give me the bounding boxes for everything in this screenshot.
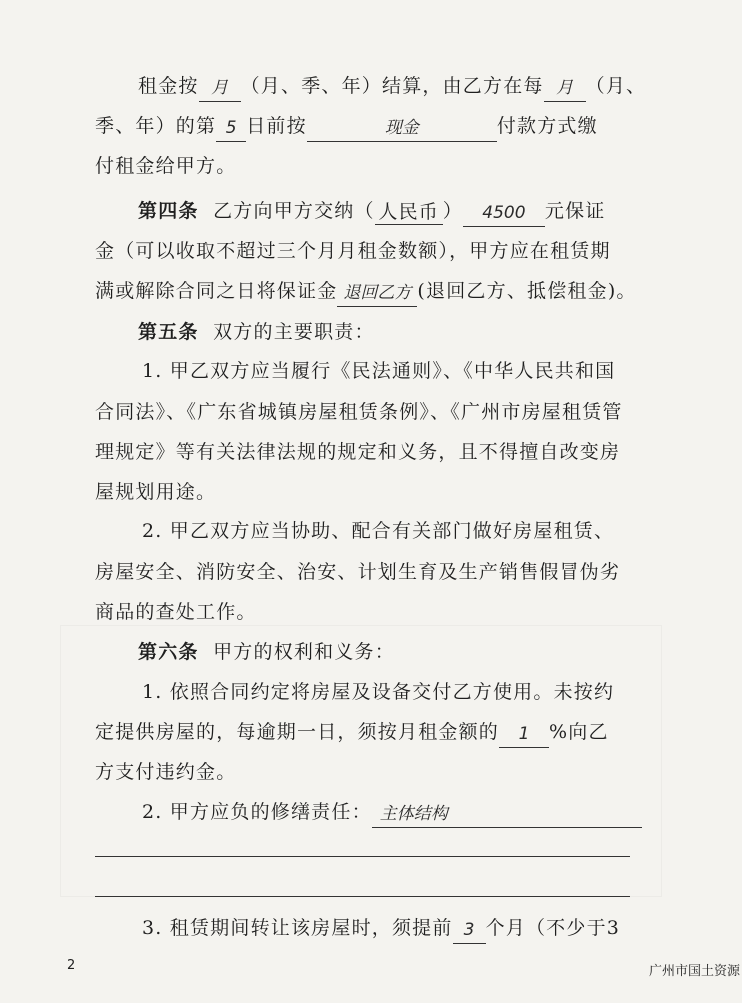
article-5-item-2-line-2: 房屋安全、消防安全、治安、计划生育及生产销售假冒伪劣 xyxy=(95,561,621,583)
article-6-item-2-prefix: 2. 甲方应负的修缮责任： xyxy=(142,801,372,823)
article-4-line-1-after: 元保证 xyxy=(544,200,606,222)
payment-day-field: 5 xyxy=(216,120,246,142)
page-number: 2 xyxy=(67,958,76,973)
article-4-line-1-before: 乙方向甲方交纳（ xyxy=(213,200,375,222)
payment-method-field: 现金 xyxy=(307,120,497,142)
deposit-refund-field: 退回乙方 xyxy=(337,285,417,307)
repair-responsibility-blank-line-1 xyxy=(95,856,630,857)
rent-settlement-prefix: 租金按 xyxy=(138,75,199,97)
rent-settlement-line-3: 付租金给甲方。 xyxy=(95,155,237,177)
article-6-heading: 甲方的权利和义务： xyxy=(213,641,395,663)
repair-responsibility-field: 主体结构 xyxy=(372,806,642,828)
article-5-item-1-line-3: 理规定》等有关法律法规的规定和义务，且不得擅自改变房 xyxy=(95,441,621,463)
article-4-title: 第四条 xyxy=(138,200,199,222)
article-5-item-1-line-4: 屋规划用途。 xyxy=(95,481,217,503)
article-4-line-3-suffix: (退回乙方、抵偿租金)。 xyxy=(417,280,637,302)
article-5-item-2-line-1: 2. 甲乙双方应当协助、配合有关部门做好房屋租赁、 xyxy=(142,520,615,542)
footer-organization-text: 广州市国土资源 xyxy=(648,964,740,979)
article-6-item-3-suffix: 个月（不少于3 xyxy=(485,917,621,939)
article-6-item-2-line xyxy=(142,803,642,827)
article-6-title: 第六条 xyxy=(138,641,199,663)
article-5-title: 第五条 xyxy=(138,321,199,343)
rent-settlement-line-2-suffix: 付款方式缴 xyxy=(496,115,598,137)
deposit-amount-field: 4500 xyxy=(463,205,545,227)
article-4-line-1-close: ） xyxy=(442,200,463,222)
rent-settlement-line-1 xyxy=(138,77,646,101)
rent-settlement-suffix: （月、 xyxy=(585,75,647,97)
settlement-period-field: 月 xyxy=(199,80,241,102)
article-4-line-3 xyxy=(95,282,637,306)
repair-responsibility-blank-line-2 xyxy=(95,896,630,897)
rent-settlement-line-2-prefix: 季、年）的第 xyxy=(95,115,217,137)
article-4-line-2: 金（可以收取不超过三个月月租金数额），甲方应在租赁期 xyxy=(95,240,611,262)
article-6-item-1-line-1: 1. 依照合同约定将房屋及设备交付乙方使用。未按约 xyxy=(142,681,615,703)
currency-field: 人民币 xyxy=(375,203,443,225)
rent-settlement-line-2-middle: 日前按 xyxy=(246,115,307,137)
notice-months-field: 3 xyxy=(453,922,486,944)
penalty-rate-field: 1 xyxy=(499,726,549,748)
article-6-item-1-line-2-prefix: 定提供房屋的，每逾期一日，须按月租金额的 xyxy=(95,721,500,743)
article-5-item-2-line-3: 商品的查处工作。 xyxy=(95,601,257,623)
article-6-item-1-line-2 xyxy=(95,723,609,747)
article-6-heading-line xyxy=(138,643,395,662)
rent-settlement-line-2 xyxy=(95,117,598,141)
article-5-heading-line xyxy=(138,323,375,342)
article-6-item-3-line xyxy=(142,919,620,943)
article-4-line-3-prefix: 满或解除合同之日将保证金 xyxy=(95,280,338,302)
rent-settlement-middle: （月、季、年）结算，由乙方在每 xyxy=(240,75,544,97)
article-5-item-1-line-2: 合同法》、《广东省城镇房屋租赁条例》、《广州市房屋租赁管 xyxy=(95,401,623,423)
article-6-item-3-prefix: 3. 租赁期间转让该房屋时，须提前 xyxy=(142,917,453,939)
article-5-heading: 双方的主要职责： xyxy=(213,321,375,343)
article-4-line-1 xyxy=(138,202,606,226)
article-6-item-1-line-2-suffix: %向乙 xyxy=(549,721,609,743)
article-6-item-1-line-3: 方支付违约金。 xyxy=(95,761,237,783)
article-5-item-1-line-1: 1. 甲乙双方应当履行《民法通则》、《中华人民共和国 xyxy=(142,360,616,382)
payment-each-field: 月 xyxy=(544,80,586,102)
